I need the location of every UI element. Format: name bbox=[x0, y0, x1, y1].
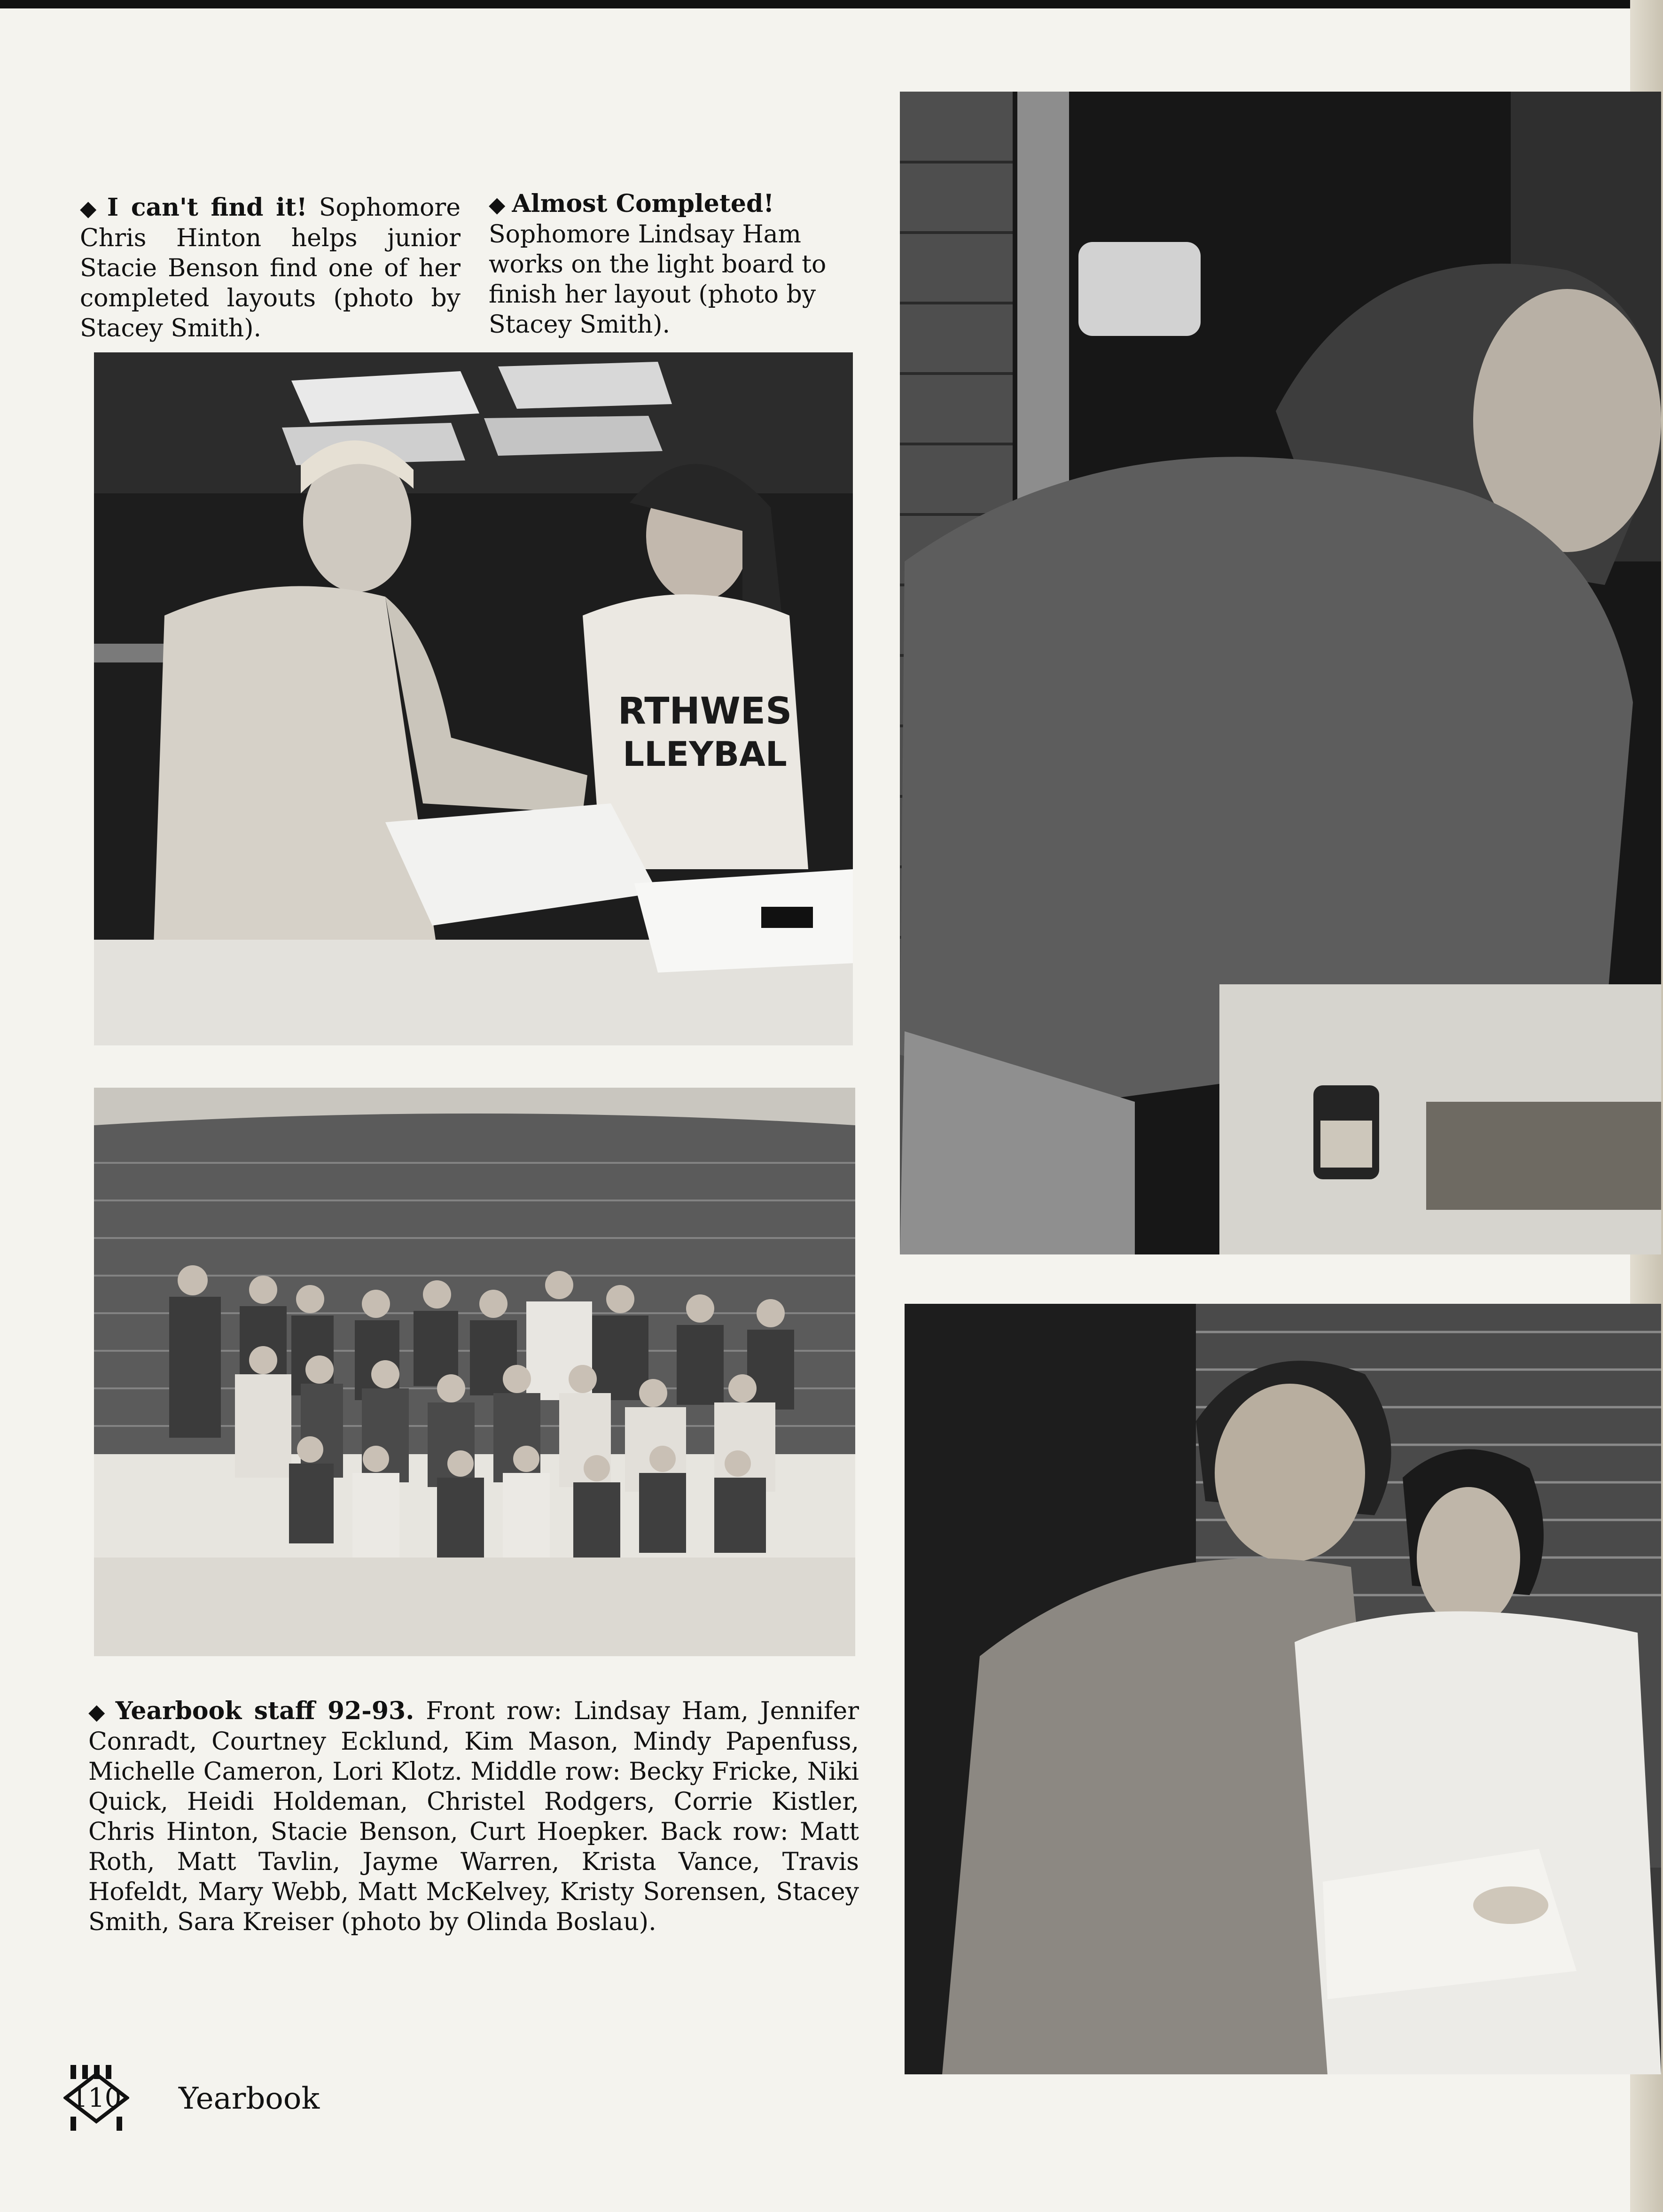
diamond-bullet-icon: ◆ bbox=[489, 192, 506, 217]
photo-light-board bbox=[900, 92, 1661, 1254]
caption-text: Sophomore Lindsay Ham works on the light board to finish her layout (photo by Stacey Smith). bbox=[489, 220, 827, 339]
page-folio bbox=[63, 2065, 345, 2131]
section-name: Yearbook bbox=[179, 2081, 320, 2116]
diamond-bullet-icon: ◆ bbox=[88, 1699, 109, 1724]
photo-students-layouts bbox=[94, 352, 853, 1045]
caption-almost-completed bbox=[489, 189, 869, 340]
sweatshirt-text-2: LLEYBAL bbox=[623, 734, 787, 774]
diamond-bullet-icon: ◆ bbox=[80, 195, 101, 221]
caption-lead: Almost Completed! bbox=[512, 189, 774, 218]
photo-checking-layout bbox=[905, 1304, 1661, 2074]
caption-cant-find-it bbox=[80, 193, 461, 343]
caption-text: Sophomore Chris Hinton helps junior Stacie Benson find one of her completed layouts (photo by Stacey Smith). bbox=[80, 194, 461, 343]
top-rule bbox=[0, 0, 1663, 8]
caption-lead: Yearbook staff 92-93. bbox=[115, 1697, 414, 1725]
photo-yearbook-staff bbox=[94, 1088, 855, 1656]
page-number: 110 bbox=[71, 2083, 122, 2113]
caption-yearbook-staff bbox=[88, 1696, 859, 1937]
caption-lead: I can't find it! bbox=[107, 193, 307, 222]
caption-text: Front row: Lindsay Ham, Jennifer Conradt, Courtney Ecklund, Kim Mason, Mindy Papenfuss, Michelle Cameron, Lori Klotz. Middle row: Becky Fricke, Niki Quick, Heidi Holdeman, Christel Rodgers, Corrie Kistler, Chris Hinton, Stacie Benson, Curt Hoepker. Back row: Matt Roth, Matt Tavlin, Jayme Warren, Krista Vance, Travis Hofeldt, Mary Webb, Matt McKelvey, Kristy Sorensen, Stacey Smith, Sara Kreiser (photo by Olinda Boslau). bbox=[88, 1697, 859, 1936]
sweatshirt-text-1: RTHWES bbox=[617, 690, 792, 732]
